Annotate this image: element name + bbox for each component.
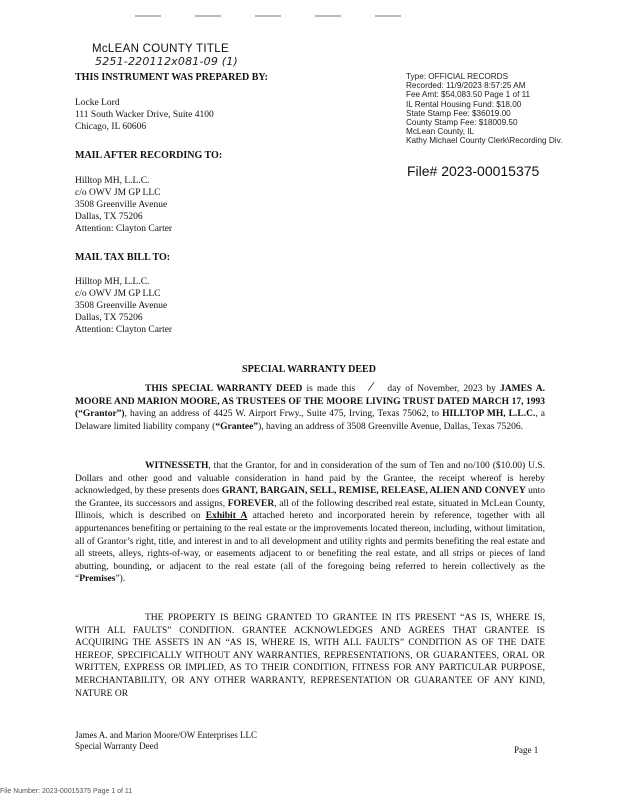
text-run: , that the Grantor, for and in consideration of the sum of Ten and no/100 ($10.00) U.S. Dollars and other good and valuable consideration in hand paid by the Grantee, the receipt whereof is hereby acknowledged, by these presents does [75, 461, 545, 497]
paragraph-parties [75, 378, 545, 433]
recording-line: McLean County, IL [406, 127, 475, 137]
text-run: day of November, 2023 by [383, 384, 501, 394]
title-company-stamp: McLEAN COUNTY TITLE [92, 43, 229, 55]
text-run: attached hereto and incorporated herein by reference, together with all appurtenances benefiting or pertaining to the real estate or the improvements located thereon, including, without limitation, all of Grantor’s right, title, and interest in and to all development and utility rights and permits benefiting the real estate and all streets, alleys, rights-of-way, or easements adjacent to or benefiting the real estate, and all strips or pieces of land abutting, bounding, or adjacent to the real estate (all of the foregoing being referred to herein collectively as the “ [75, 511, 545, 585]
recording-line: Type: OFFICIAL RECORDS [406, 72, 509, 81]
mail-after-recording-heading: MAIL AFTER RECORDING TO: [75, 150, 223, 161]
paragraph-witnesseth [75, 460, 545, 586]
grant-clause: GRANT, BARGAIN, SELL, REMISE, RELEASE, ALIEN AND CONVEY [221, 486, 526, 497]
prepared-by-heading: THIS INSTRUMENT WAS PREPARED BY: [75, 72, 269, 83]
forever: FOREVER [227, 498, 275, 509]
mail-tax-bill-address [75, 276, 172, 336]
address-line: Locke Lord [75, 98, 120, 108]
footer-parties: James A. and Marion Moore/OW Enterprises LLC [75, 730, 258, 740]
address-line: Dallas, TX 75206 [75, 313, 143, 323]
exhibit-a-link: Exhibit A [205, 511, 248, 522]
scan-artifact-marks [135, 4, 435, 10]
address-line: Attention: Clayton Carter [75, 325, 173, 335]
address-line: Hilltop MH, L.L.C. [75, 277, 150, 287]
deed-name: THIS SPECIAL WARRANTY DEED [145, 384, 303, 394]
recording-line: Kathy Michael County Clerk\Recording Div. [406, 136, 563, 146]
address-line: Hilltop MH, L.L.C. [75, 176, 150, 186]
witnesseth: WITNESSETH [145, 461, 209, 471]
handwritten-order-number: 5251-220112x081-09 (1) [95, 55, 238, 68]
mail-tax-bill-heading: MAIL TAX BILL TO: [75, 252, 171, 263]
address-line: Attention: Clayton Carter [75, 224, 173, 234]
footer-doc-type: Special Warranty Deed [75, 741, 159, 751]
grantee-definition: “Grantee” [215, 421, 259, 432]
as-is-text: THE PROPERTY IS BEING GRANTED TO GRANTEE IN ITS PRESENT “AS IS, WHERE IS, WITH ALL FAULTS” CONDITION. GRANTEE ACKNOWLEDGES AND AGREES THAT GRANTEE IS ACQUIRING THE ASSETS IN AN “AS IS, WHERE IS, WITH ALL FAULTS” CONDITION AS OF THE DATE HEREOF, SPECIFICALLY WITHOUT ANY WARRANTIES, REPRESENTATIONS, OR GUARANTEES, ORAL OR WRITTEN, EXPRESS OR IMPLIED, AS TO THEIR CONDITION, FITNESS FOR ANY PARTICULAR PURPOSE, MERCHANTABILITY, OR ANY OTHER WARRANTY, REPRESENTATION OR GUARANTEE OF ANY KIND, NATURE OR [75, 613, 545, 699]
page-number: Page 1 [514, 745, 539, 755]
address-line: c/o OWV JM GP LLC [75, 289, 161, 299]
address-line: Chicago, IL 60606 [75, 122, 147, 132]
handwritten-day: / [367, 378, 376, 396]
address-line: Dallas, TX 75206 [75, 212, 143, 222]
recording-stamp [406, 72, 562, 146]
address-line: c/o OWV JM GP LLC [75, 188, 161, 198]
recording-line: Fee Amt: $54,083.50 Page 1 of 11 [406, 90, 531, 100]
text-run: is made this [302, 384, 360, 394]
text-run: , having an address of 4425 W. Airport Frwy., Suite 475, Irving, Texas 75062, to [124, 409, 443, 420]
text-run: ), having an address of 3508 Greenville Avenue, Dallas, Texas 75206. [258, 421, 524, 432]
text-run: , a Delaware limited liability company ( [75, 409, 545, 432]
prepared-by-address [75, 97, 214, 133]
address-line: 3508 Greenville Avenue [75, 200, 168, 210]
recording-line: County Stamp Fee: $18009.50 [406, 118, 518, 128]
address-line: 3508 Greenville Avenue [75, 301, 168, 311]
premises-term: Premises [79, 574, 116, 585]
recording-line: IL Rental Housing Fund: $18.00 [406, 99, 522, 109]
text-run: ”). [115, 574, 126, 585]
grantee-name: HILLTOP MH, L.L.C. [442, 409, 536, 420]
file-number: File# 2023-00015375 [407, 163, 540, 179]
paragraph-as-is [75, 612, 545, 700]
recording-line: Recorded: 11/9/2023 8:57:25 AM [406, 81, 526, 91]
text-run: unto the Grantee, its successors and assigns, [75, 486, 545, 509]
mail-after-recording-address [75, 175, 172, 235]
address-line: 111 South Wacker Drive, Suite 4100 [75, 110, 214, 120]
footer-left [75, 730, 257, 752]
recording-line: State Stamp Fee: $36019.00 [406, 108, 511, 118]
text-run: , all of the following described real estate, situated in McLean County, Illinois, which is described on [75, 498, 545, 522]
bottom-file-stamp: File Number: 2023-00015375 Page 1 of 11 [0, 788, 133, 795]
grantor-name: JAMES A. MOORE AND MARION MOORE, AS TRUSTEES OF THE MOORE LIVING TRUST DATED MARCH 17, 1993 (“Grantor”) [75, 384, 545, 420]
document-title: SPECIAL WARRANTY DEED [242, 364, 376, 375]
